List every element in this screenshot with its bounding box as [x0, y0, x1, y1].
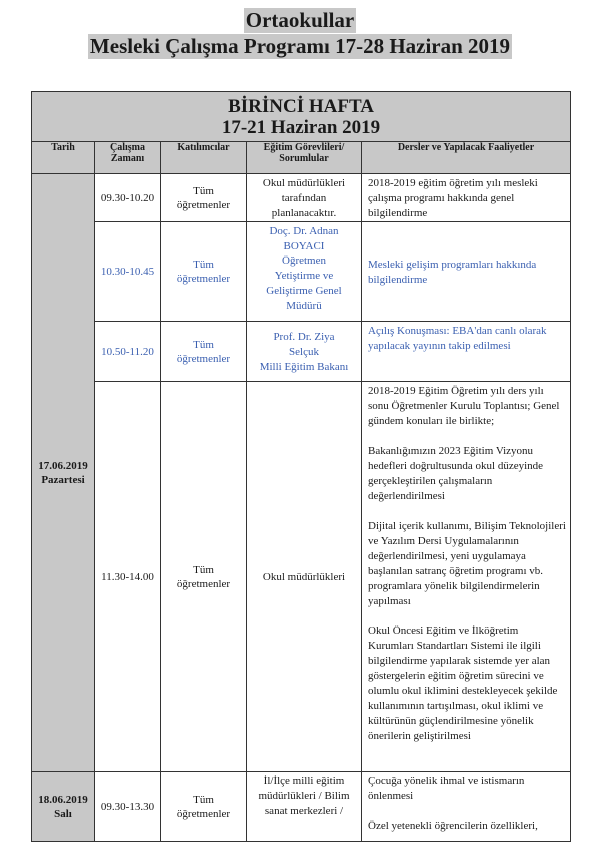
week-header: [32, 92, 571, 142]
participants-cell: Tüm öğretmenler: [161, 772, 247, 842]
table-row: [32, 772, 571, 842]
col-activities: Dersler ve Yapılacak Faaliyetler: [362, 142, 571, 174]
responsible-cell: Prof. Dr. Ziya Selçuk Milli Eğitim Bakanı: [247, 322, 362, 382]
activities-cell: 2018-2019 eğitim öğretim yılı mesleki çalışma programı hakkında genel bilgilendirme: [362, 174, 571, 222]
col-date: Tarih: [32, 142, 95, 174]
responsible-cell: İl/İlçe milli eğitim müdürlükleri / Bilim sanat merkezleri /: [247, 772, 362, 842]
table-row: [32, 222, 571, 322]
col-participants: Katılımcılar: [161, 142, 247, 174]
day2-date: 18.06.2019: [38, 793, 88, 806]
week-title: BİRİNCİ HAFTA: [228, 95, 374, 117]
day2-date-cell: [32, 772, 95, 842]
activities-cell: 2018-2019 Eğitim Öğretim yılı ders yılı sonu Öğretmenler Kurulu Toplantısı; Genel gündem konuları ile birlikte; Bakanlığımızın 2023 Eğitim Vizyonu hedefleri doğrultusunda okul düzeyinde gerçekleştirilen çalışmaların değerlendirilmesi Dijital içerik kullanımı, Bilişim Teknolojileri ve Yazılım Dersi Uygulamalarının değerlendirilmesi, yeni uygulamaya başlanılan satranç öğretim programı vb. programlara yönelik bilgilendirmelerin yapılması Okul Öncesi Eğitim ve İlköğretim Kurumları Standartları Sistemi ile ilgili bilgilendirme yapılarak sistemde yer alan göstergelerin eğitim öğretim sürecini ve olumlu okul iklimini destekleyecek şekilde kullanımının tartışılması, okul iklimi ve kültürünün güçlendirilmesine yönelik önerilerin geliştirilmesi: [362, 382, 571, 772]
time-cell: 09.30-13.30: [95, 772, 161, 842]
day2-weekday: Salı: [54, 807, 72, 820]
program-table: [31, 91, 571, 842]
activities-cell: Açılış Konuşması: EBA'dan canlı olarak yapılacak yayının takip edilmesi: [362, 322, 571, 382]
time-cell: 10.50-11.20: [95, 322, 161, 382]
day1-date-cell: [32, 174, 95, 772]
table-row: [32, 382, 571, 772]
time-cell: 09.30-10.20: [95, 174, 161, 222]
responsible-cell: Okul müdürlükleri: [247, 382, 362, 772]
activities-cell: Mesleki gelişim programları hakkında bilgilendirme: [362, 222, 571, 322]
responsible-cell: Okul müdürlükleri tarafından planlanacaktır.: [247, 174, 362, 222]
day1-weekday: Pazartesi: [41, 473, 85, 486]
col-responsible: Eğitim Görevlileri/ Sorumlular: [247, 142, 362, 174]
document-title: [0, 8, 600, 59]
column-header-row: [32, 142, 571, 174]
time-cell: 11.30-14.00: [95, 382, 161, 772]
participants-cell: Tüm öğretmenler: [161, 382, 247, 772]
title-line-1: Ortaokullar: [245, 8, 355, 32]
responsible-cell: Doç. Dr. Adnan BOYACI Öğretmen Yetiştirme ve Geliştirme Genel Müdürü: [247, 222, 362, 322]
col-time: Çalışma Zamanı: [95, 142, 161, 174]
table-row: [32, 322, 571, 382]
participants-cell: Tüm öğretmenler: [161, 322, 247, 382]
participants-cell: Tüm öğretmenler: [161, 222, 247, 322]
day1-date: 17.06.2019: [38, 459, 88, 472]
activities-cell: Çocuğa yönelik ihmal ve istismarın önlenmesi Özel yetenekli öğrencilerin özellikleri,: [362, 772, 571, 842]
title-line-2: Mesleki Çalışma Programı 17-28 Haziran 2019: [89, 34, 511, 58]
week-dates: 17-21 Haziran 2019: [221, 116, 381, 138]
table-row: [32, 174, 571, 222]
participants-cell: Tüm öğretmenler: [161, 174, 247, 222]
time-cell: 10.30-10.45: [95, 222, 161, 322]
